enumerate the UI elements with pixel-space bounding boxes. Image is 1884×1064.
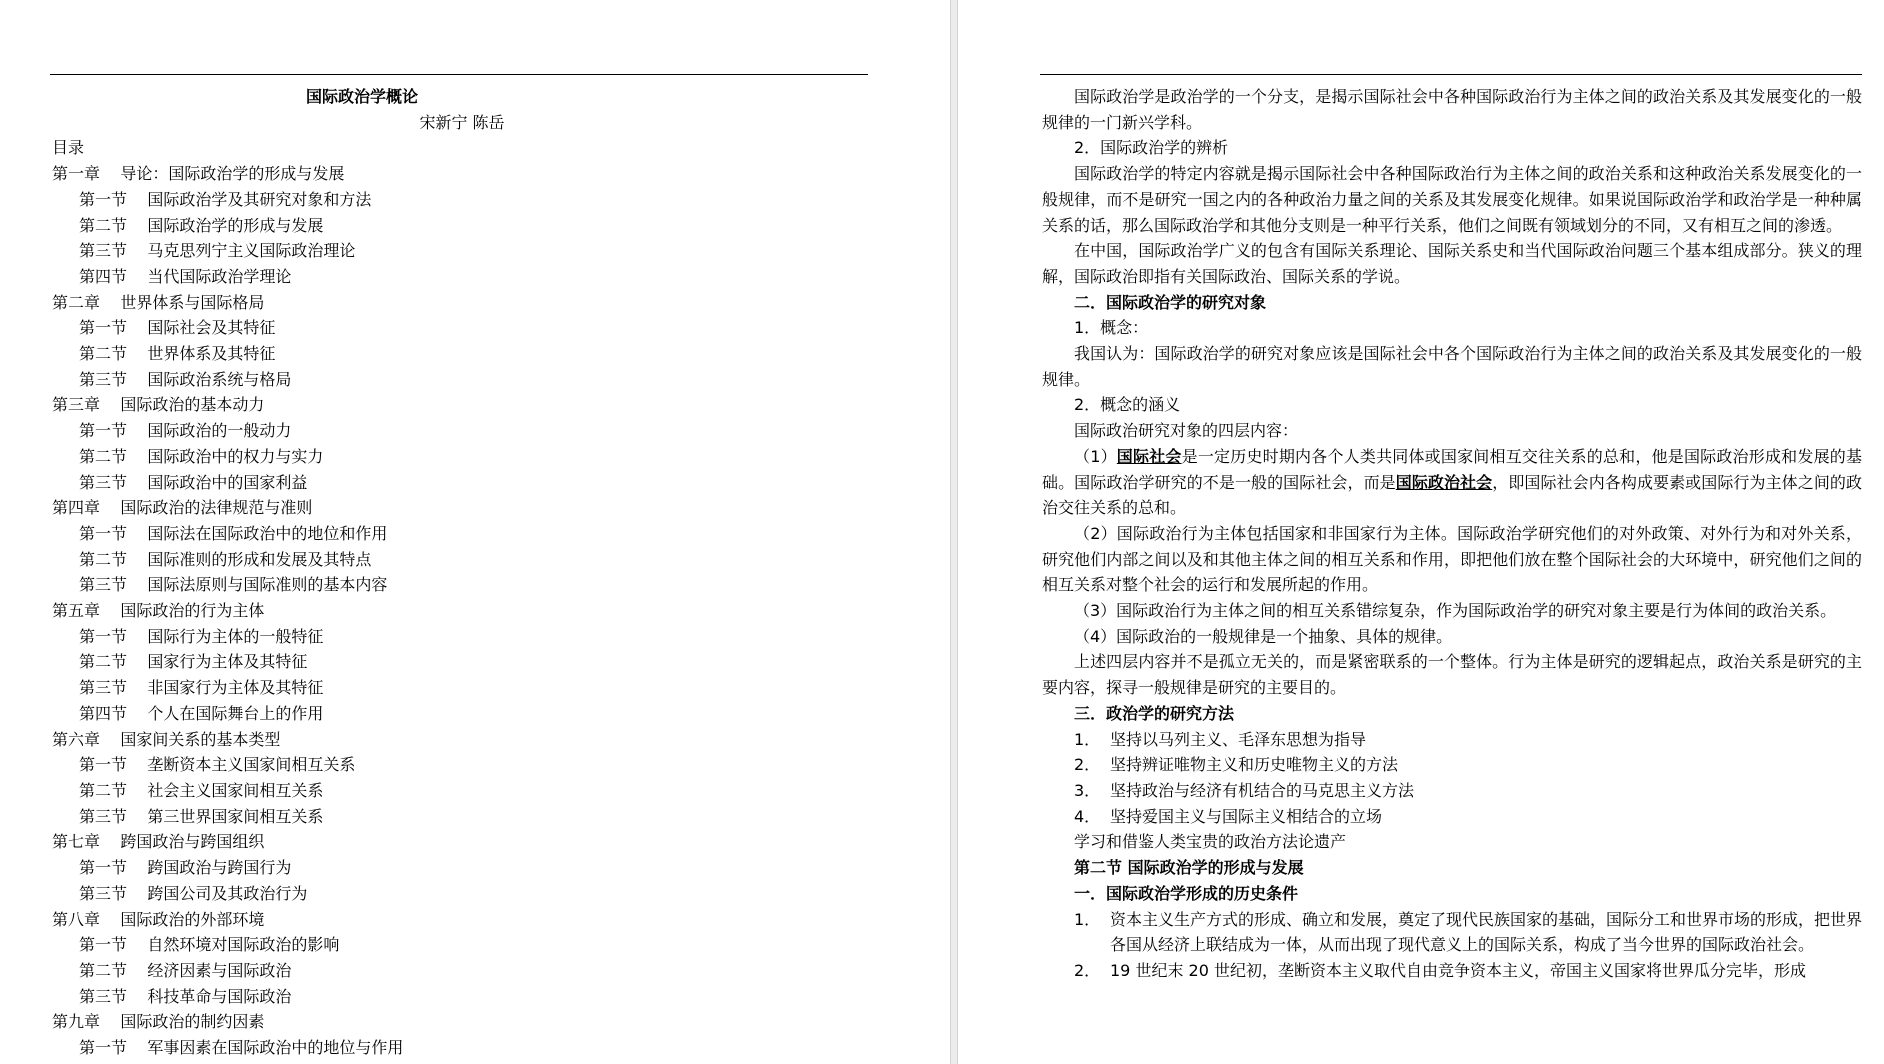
section-heading: 第二节 国际政治学的形成与发展 <box>1074 858 1304 878</box>
toc-chapter: 第四章 国际政治的法律规范与准则 <box>52 498 313 518</box>
toc-section: 第一节 国际社会及其特征 <box>79 318 276 338</box>
toc-chapter: 第五章 国际政治的行为主体 <box>52 601 265 621</box>
list-text: 19 世纪末 20 世纪初，垄断资本主义取代自由竞争资本主义，帝国主义国家将世界瓜分完毕，形成 <box>1110 960 1806 980</box>
paragraph: （2）国际政治行为主体包括国家和非国家行为主体。国际政治学研究他们的对外政策、对外行为和对外关系，研究他们内部之间以及和其他主体之间的相互关系和作用，即把他们放在整个国际社会的大环境中，研究他们之间的相互关系对整个社会的运行和发展所起的作用。 <box>1042 523 1862 595</box>
list-number: 1． <box>1074 729 1101 749</box>
list-number: 3． <box>1074 780 1101 800</box>
list-item <box>1042 958 1862 984</box>
toc-chapter: 第二章 世界体系与国际格局 <box>52 292 265 312</box>
toc-section: 第二节 国际准则的形成和发展及其特点 <box>79 549 372 569</box>
key-term: 国际政治社会 <box>1395 472 1493 492</box>
list-text: 坚持辨证唯物主义和历史唯物主义的方法 <box>1110 755 1399 775</box>
list-item <box>1042 727 1862 753</box>
methods-list <box>1042 727 1862 830</box>
toc-section: 第三节 第三世界国家间相互关系 <box>79 806 324 826</box>
list-item <box>1042 778 1862 804</box>
subheading: 2．国际政治学的辨析 <box>1074 138 1229 158</box>
toc-section: 第一节 军事因素在国际政治中的地位与作用 <box>79 1038 404 1058</box>
toc-chapter: 第一章 导论：国际政治学的形成与发展 <box>52 164 345 184</box>
paragraph: （3）国际政治行为主体之间的相互关系错综复杂，作为国际政治学的研究对象主要是行为体间的政治关系。 <box>1074 601 1837 621</box>
table-of-contents <box>52 161 872 1061</box>
paragraph: 上述四层内容并不是孤立无关的，而是紧密联系的一个整体。行为主体是研究的逻辑起点，政治关系是研究的主要内容，探寻一般规律是研究的主要目的。 <box>1042 652 1862 698</box>
paragraph: 国际政治学是政治学的一个分支，是揭示国际社会中各种国际政治行为主体之间的政治关系及其发展变化的一般规律的一门新兴学科。 <box>1042 87 1862 132</box>
paragraph: 国际政治学的特定内容就是揭示国际社会中各种国际政治行为主体之间的政治关系和这种政治关系发展变化的一般规律，而不是研究一国之内的各种政治力量之间的关系及其发展变化规律。如果说国际政治学和政治学是一种种属关系的话，那么国际政治学和其他分支则是一种平行关系，他们之间既有领域划分的不同，又有相互之间的渗透。 <box>1042 164 1862 235</box>
paragraph: 在中国，国际政治学广义的包含有国际关系理论、国际关系史和当代国际政治问题三个基本组成部分。狭义的理解，国际政治即指有关国际政治、国际关系的学说。 <box>1042 241 1862 286</box>
section-heading: 一．国际政治学形成的历史条件 <box>1074 883 1299 903</box>
list-number: 1． <box>1074 909 1101 929</box>
toc-section: 第一节 国际政治学及其研究对象和方法 <box>79 189 372 209</box>
list-text: 坚持以马列主义、毛泽东思想为指导 <box>1110 729 1367 749</box>
document-authors: 宋新宁 陈岳 <box>419 112 505 132</box>
toc-section: 第二节 社会主义国家间相互关系 <box>79 780 324 800</box>
key-term: 国际社会 <box>1116 446 1182 466</box>
toc-section: 第三节 非国家行为主体及其特征 <box>79 678 324 698</box>
document-title: 国际政治学概论 <box>305 87 418 106</box>
toc-section: 第三节 跨国公司及其政治行为 <box>79 883 308 903</box>
toc-chapter: 第七章 跨国政治与跨国组织 <box>52 832 265 852</box>
toc-heading: 目录 <box>52 138 85 158</box>
toc-section: 第一节 国际政治的一般动力 <box>79 421 292 441</box>
paragraph: （4）国际政治的一般规律是一个抽象、具体的规律。 <box>1074 626 1453 646</box>
toc-section: 第三节 马克思列宁主义国际政治理论 <box>79 241 356 261</box>
list-number: 4． <box>1074 806 1101 826</box>
toc-section: 第三节 国际政治中的国家利益 <box>79 472 308 492</box>
toc-section: 第三节 国际法原则与国际准则的基本内容 <box>79 575 388 595</box>
paragraph-text: 是一定历史时期内各个人类共同体或国家间相互交往关系的总和，他是国际政治形成和发展的基础。国际政治学研究的不是一般的国际社会，而是 <box>1042 446 1862 492</box>
page-gutter <box>950 0 958 1064</box>
header-rule <box>50 74 868 75</box>
paragraph: 国际政治研究对象的四层内容： <box>1074 421 1299 441</box>
list-text: 坚持政治与经济有机结合的马克思主义方法 <box>1110 780 1415 800</box>
right-page-content <box>1042 84 1862 984</box>
toc-section: 第一节 国际法在国际政治中的地位和作用 <box>79 523 388 543</box>
toc-chapter: 第八章 国际政治的外部环境 <box>52 909 265 929</box>
subheading: 1．概念： <box>1074 318 1149 338</box>
section-heading: 二．国际政治学的研究对象 <box>1074 292 1267 312</box>
list-number: 2． <box>1074 755 1101 775</box>
list-number: 2． <box>1074 960 1101 980</box>
toc-chapter: 第六章 国家间关系的基本类型 <box>52 729 281 749</box>
toc-section: 第一节 自然环境对国际政治的影响 <box>79 935 340 955</box>
toc-section: 第二节 国家行为主体及其特征 <box>79 652 308 672</box>
toc-section: 第一节 国际行为主体的一般特征 <box>79 626 324 646</box>
toc-section: 第三节 科技革命与国际政治 <box>79 986 292 1006</box>
right-page <box>958 0 1884 1064</box>
header-rule <box>1040 74 1862 75</box>
list-text: 资本主义生产方式的形成、确立和发展，奠定了现代民族国家的基础，国际分工和世界市场的形成，把世界各国从经济上联结成为一体，从而出现了现代意义上的国际关系，构成了当今世界的国际政治社会。 <box>1110 909 1863 955</box>
paragraph: 我国认为：国际政治学的研究对象应该是国际社会中各个国际政治行为主体之间的政治关系及其发展变化的一般规律。 <box>1042 344 1862 389</box>
toc-section: 第三节 国际政治系统与格局 <box>79 369 292 389</box>
paragraph-text: （1） <box>1074 446 1117 466</box>
toc-section: 第二节 世界体系及其特征 <box>79 344 276 364</box>
toc-section: 第一节 跨国政治与跨国行为 <box>79 858 292 878</box>
toc-section: 第二节 国际政治中的权力与实力 <box>79 446 324 466</box>
toc-section: 第二节 经济因素与国际政治 <box>79 960 292 980</box>
toc-section: 第四节 当代国际政治学理论 <box>79 266 292 286</box>
conditions-list <box>1042 907 1862 984</box>
paragraph-text: ，即国际社会内各构成要素或国际行为主体之间的政治交往关系的总和。 <box>1042 472 1862 518</box>
toc-section: 第四节 个人在国际舞台上的作用 <box>79 703 324 723</box>
left-page-content <box>52 84 872 1061</box>
list-item <box>1042 752 1862 778</box>
paragraph <box>1042 444 1862 521</box>
toc-chapter: 第三章 国际政治的基本动力 <box>52 395 265 415</box>
toc-section: 第一节 垄断资本主义国家间相互关系 <box>79 755 356 775</box>
list-text: 坚持爱国主义与国际主义相结合的立场 <box>1110 806 1383 826</box>
list-item <box>1042 804 1862 830</box>
paragraph: 学习和借鉴人类宝贵的政治方法论遗产 <box>1074 832 1347 852</box>
list-item <box>1042 907 1862 958</box>
toc-chapter: 第九章 国际政治的制约因素 <box>52 1012 265 1032</box>
toc-section: 第二节 国际政治学的形成与发展 <box>79 215 324 235</box>
subheading: 2．概念的涵义 <box>1074 395 1181 415</box>
section-heading: 三．政治学的研究方法 <box>1074 703 1235 723</box>
